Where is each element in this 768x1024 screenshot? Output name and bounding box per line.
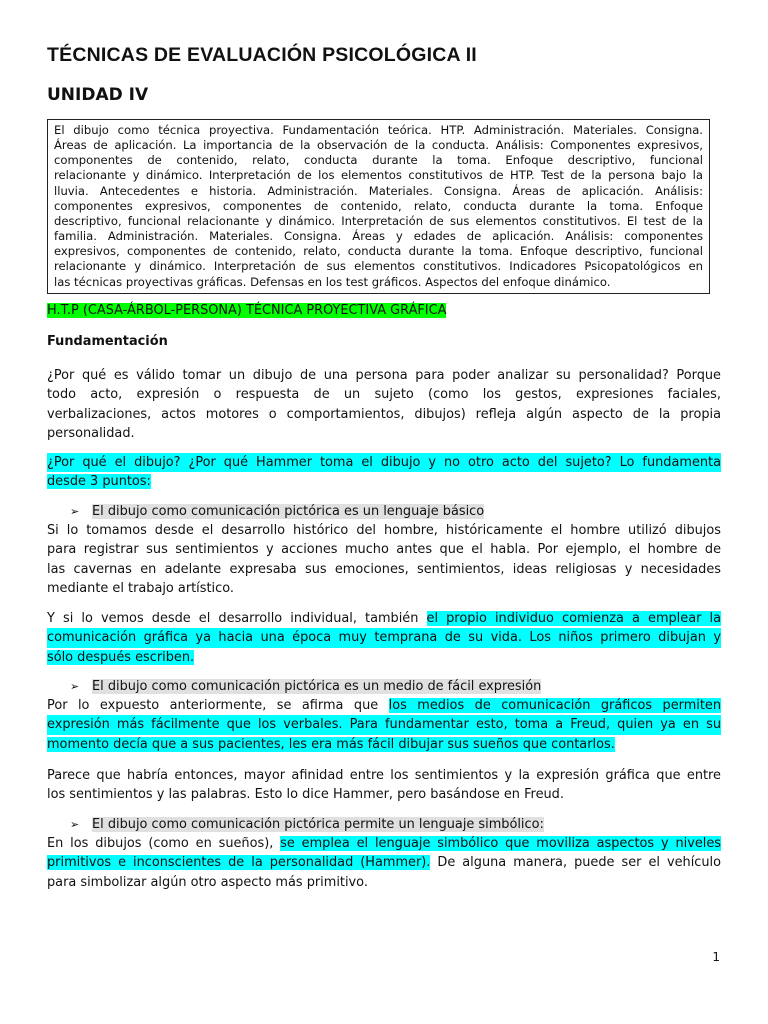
paragraph-line: ¿Por qué el dibujo? ¿Por qué Hammer toma el dibujo y no otro acto del sujeto? Lo fundamenta bbox=[47, 453, 721, 472]
bullet-text: El dibujo como comunicación pictórica es un lenguaje básico bbox=[92, 504, 485, 519]
summary-line: componentes expresivos, componentes de contenido, relato, conducta durante la toma. Enfoque bbox=[54, 198, 703, 213]
section-heading-text: H.T.P (CASA-ÁRBOL-PERSONA) TÉCNICA PROYECTIVA GRÁFICA bbox=[47, 303, 447, 318]
paragraph-line: Si lo tomamos desde el desarrollo histórico del hombre, históricamente el hombre utilizó dibujos bbox=[47, 523, 721, 538]
paragraph-line bbox=[47, 648, 721, 667]
paragraph-5 bbox=[47, 696, 721, 754]
summary-line: relacionante y dinámico. Interpretación de los elementos constitutivos de HTP. Test de la persona bajo la bbox=[54, 168, 703, 183]
paragraph-line bbox=[47, 735, 721, 754]
bullet-text: El dibujo como comunicación pictórica permite un lenguaje simbólico: bbox=[92, 817, 544, 832]
paragraph-2 bbox=[47, 453, 721, 492]
summary-line: descriptivo, funcional relacionante y dinámico. Interpretación de sus elementos constitutivos. El test de la bbox=[54, 213, 703, 228]
paragraph-line: comunicación gráfica ya hacia una época muy temprana de su vida. Los niños primero dibujan y bbox=[47, 628, 721, 647]
paragraph-line bbox=[47, 696, 721, 715]
text: Por lo expuesto anteriormente, se afirma que bbox=[47, 698, 389, 713]
bullet-3 bbox=[70, 815, 544, 834]
paragraph-line: ¿Por qué es válido tomar un dibujo de una persona para poder analizar su personalidad? Porque bbox=[47, 368, 721, 383]
summary-line: El dibujo como técnica proyectiva. Fundamentación teórica. HTP. Administración. Materiales. Consigna. bbox=[54, 123, 703, 137]
arrow-bullet-icon: ➢ bbox=[70, 818, 80, 831]
highlight: el propio individuo comienza a emplear la bbox=[426, 611, 721, 626]
paragraph-line: Parece que habría entonces, mayor afinidad entre los sentimientos y la expresión gráfica que entre bbox=[47, 768, 721, 783]
arrow-bullet-icon: ➢ bbox=[70, 680, 80, 693]
paragraph-line: todo acto, expresión o respuesta de un sujeto (como los gestos, expresiones faciales, bbox=[47, 387, 721, 403]
paragraph-4 bbox=[47, 609, 721, 667]
arrow-bullet-icon: ➢ bbox=[70, 505, 80, 518]
paragraph-line: para simbolizar algún otro aspecto más primitivo. bbox=[47, 874, 368, 890]
paragraph-line: los sentimientos y las palabras. Esto lo dice Hammer, pero basándose en Freud. bbox=[47, 787, 564, 803]
section-heading bbox=[47, 301, 721, 320]
highlight: los medios de comunicación gráficos permiten bbox=[388, 698, 721, 713]
paragraph-3 bbox=[47, 521, 721, 598]
paragraph-line: para registrar sus sentimientos y acciones mucho antes que el habla. Por ejemplo, el hombre de bbox=[47, 542, 721, 558]
text: En los dibujos (como en sueños), bbox=[47, 836, 281, 851]
paragraph-line bbox=[47, 853, 721, 872]
summary-line: relacionante y dinámico. Interpretación de sus elementos constitutivos. Indicadores Psicopatológicos en bbox=[54, 259, 703, 274]
summary-line: lluvia. Antecedentes e historia. Administración. Materiales. Consigna. Áreas de aplicación. Análisis: bbox=[54, 183, 703, 198]
unit-summary-box bbox=[47, 119, 710, 294]
unit-heading: UNIDAD IV bbox=[47, 85, 149, 105]
summary-line: familia. Administración. Materiales. Consigna. Áreas y edades de aplicación. Análisis: componentes bbox=[54, 229, 703, 244]
highlight: desde 3 puntos: bbox=[47, 474, 151, 490]
paragraph-line: personalidad. bbox=[47, 425, 135, 441]
highlight: primitivos e inconscientes de la personalidad (Hammer). bbox=[47, 855, 431, 871]
paragraph-line: las cavernas en adelante expresaba sus emociones, sentimientos, ideas religiosas y necesidades bbox=[47, 561, 721, 577]
highlight: sólo después escriben. bbox=[47, 649, 195, 665]
paragraph-7 bbox=[47, 834, 721, 892]
paragraph-line bbox=[47, 472, 721, 491]
highlight: momento decía que a sus pacientes, les era más fácil dibujar sus sueños que contarlos. bbox=[47, 736, 615, 752]
highlight: se emplea el lenguaje simbólico que moviliza aspectos y niveles bbox=[280, 836, 721, 851]
bullet-text: El dibujo como comunicación pictórica es un medio de fácil expresión bbox=[92, 679, 542, 694]
summary-line: las técnicas proyectivas gráficas. Defensas en los test gráficos. Aspectos del enfoque dinámico. bbox=[54, 274, 611, 289]
paragraph-6 bbox=[47, 766, 721, 805]
summary-line: expresivos, componentes de contenido, relato, conducta durante la toma. Enfoque descriptivo, funcional bbox=[54, 244, 703, 259]
summary-line: Áreas de aplicación. La importancia de la observación de la conducta. Análisis: Componentes expresivos, bbox=[54, 138, 703, 153]
bullet-1 bbox=[70, 502, 484, 521]
page-number: 1 bbox=[712, 950, 720, 964]
paragraph-line: expresión más fácilmente que los verbales. Para fundamentar esto, toma a Freud, quien ya en su bbox=[47, 715, 721, 734]
text: Y si lo vemos desde el desarrollo individual, también bbox=[47, 611, 427, 626]
paragraph-1 bbox=[47, 366, 721, 443]
bullet-2 bbox=[70, 677, 541, 696]
paragraph-line bbox=[47, 834, 721, 853]
summary-line: componentes de contenido, relato, conducta durante la toma. Enfoque descriptivo, funcional bbox=[54, 153, 703, 168]
subheading-fundamentacion: Fundamentación bbox=[47, 334, 168, 349]
document-title: TÉCNICAS DE EVALUACIÓN PSICOLÓGICA II bbox=[47, 44, 477, 66]
paragraph-line bbox=[47, 609, 721, 628]
paragraph-line: verbalizaciones, actos motores o comportamientos, dibujos) refleja algún aspecto de la propia bbox=[47, 406, 721, 422]
paragraph-line: mediante el trabajo artístico. bbox=[47, 580, 234, 596]
text: De alguna manera, puede ser el vehículo bbox=[430, 855, 722, 871]
